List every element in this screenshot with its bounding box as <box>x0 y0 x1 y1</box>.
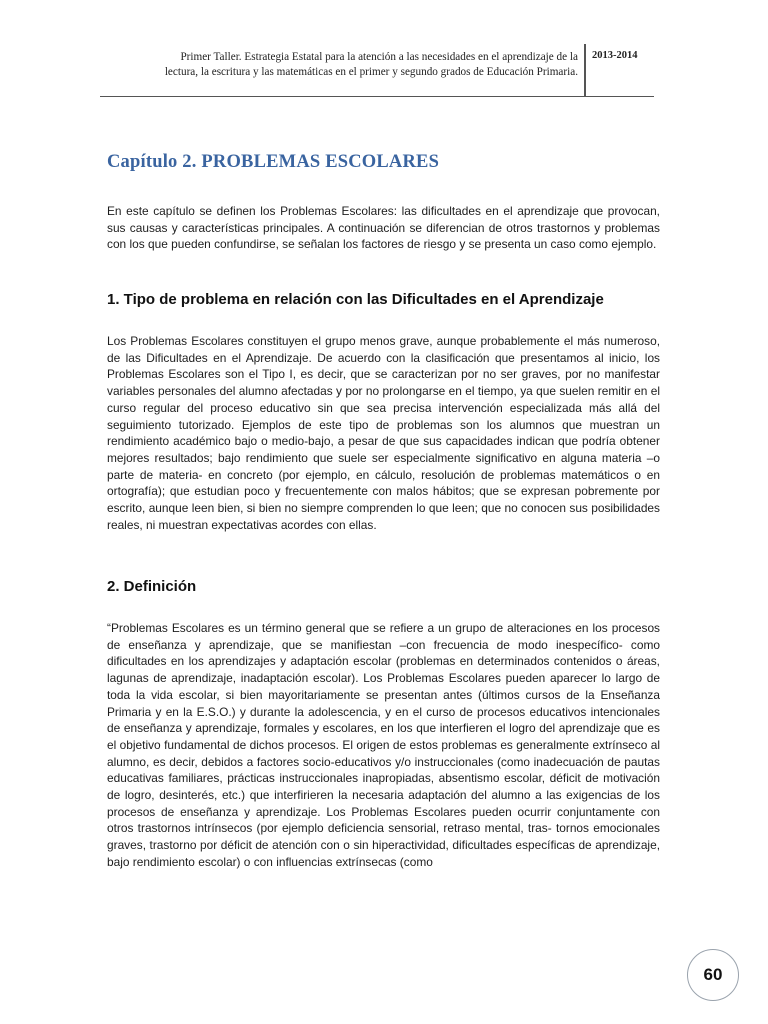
chapter-title: Capítulo 2. PROBLEMAS ESCOLARES <box>107 152 440 172</box>
section-2-body: “Problemas Escolares es un término general que se refiere a un grupo de alteraciones en los procesos de enseñanza y aprendizaje, que se manifiestan –con frecuencia de modo inespecífico- como dificultades en los aprendizajes y adaptación escolar (problemas en determinados contenidos o áreas, lagunas de aprendizaje, inadaptación escolar). Los Problemas Escolares pueden aparecer lo largo de toda la vida escolar, si bien mayoritariamente se presentan antes (últimos cursos de la Enseñanza Primaria y en la E.S.O.) y durante la adolescencia, y en el curso de procesos educativos intencionales de enseñanza y aprendizaje, formales y escolares, en los que interfieren el logro del aprendizaje que es el objetivo fundamental de dichos procesos. El origen de estos problemas es generalmente extrínseco al alumno, es decir, debidos a factores socio-educativos y/o instruccionales (como inadecuación de pautas educativas familiares, prácticas instruccionales inapropiadas, absentismo escolar, déficit de motivación de logro, desinterés, etc.) que interfirieren la necesaria adaptación del alumno a las exigencias de los procesos de enseñanza y aprendizaje. Los Problemas Escolares pueden ocurrir conjuntamente con otros trastornos intrínsecos (por ejemplo deficiencia sensorial, retraso mental, tras- tornos emocionales graves, trastorno por déficit de atención con o sin hiperactividad, dificultades específicas de aprendizaje, bajo rendimiento escolar) o con influencias extrínsecas (como <box>107 621 660 869</box>
header-title <box>100 50 578 80</box>
page-header <box>100 44 654 97</box>
header-divider <box>584 44 586 96</box>
intro-paragraph: En este capítulo se definen los Problemas Escolares: las dificultades en el aprendizaje que provocan, sus causas y características principales. A continuación se diferencian de otros trastornos y problemas con los que pueden confundirse, se señalan los factores de riesgo y se presenta un caso como ejemplo. <box>107 204 660 252</box>
section-1-heading: 1. Tipo de problema en relación con las Dificultades en el Aprendizaje <box>107 291 604 308</box>
section-1-body: Los Problemas Escolares constituyen el grupo menos grave, aunque probablemente el más numeroso, de las Dificultades en el Aprendizaje. De acuerdo con la clasificación que presentamos al inicio, los Problemas Escolares son el Tipo I, es decir, que se caracterizan por no ser graves, por no manifestar variables personales del alumno afectadas y por no prolongarse en el tiempo, ya que suelen remitir en el curso regular del proceso educativo sin que sea precisa intervención especializada más allá del seguimiento tutorizado. Ejemplos de este tipo de problemas son los alumnos que muestran un rendimiento académico bajo o medio-bajo, a pesar de que sus capacidades indican que podría obtener mejores resultados; bajo rendimiento que suele ser especialmente significativo en alguna materia –o parte de materia- en concreto (por ejemplo, en cálculo, resolución de problemas matemáticos o en ortografía); que estudian poco y frecuentemente con malos hábitos; que se expresan pobremente por escrito, aunque leen bien, si bien no siempre comprenden lo que leen; que no conocen sus posibilidades reales, ni muestran expectativas acordes con ellas. <box>107 334 660 532</box>
header-year: 2013-2014 <box>592 50 638 61</box>
page-number: 60 <box>687 949 739 1001</box>
section-2-heading: 2. Definición <box>107 578 197 595</box>
header-title-line-2: lectura, la escritura y las matemáticas en el primer y segundo grados de Educación Primaria. <box>164 66 578 78</box>
header-title-line-1: Primer Taller. Estrategia Estatal para la atención a las necesidades en el aprendizaje de la <box>180 51 578 63</box>
